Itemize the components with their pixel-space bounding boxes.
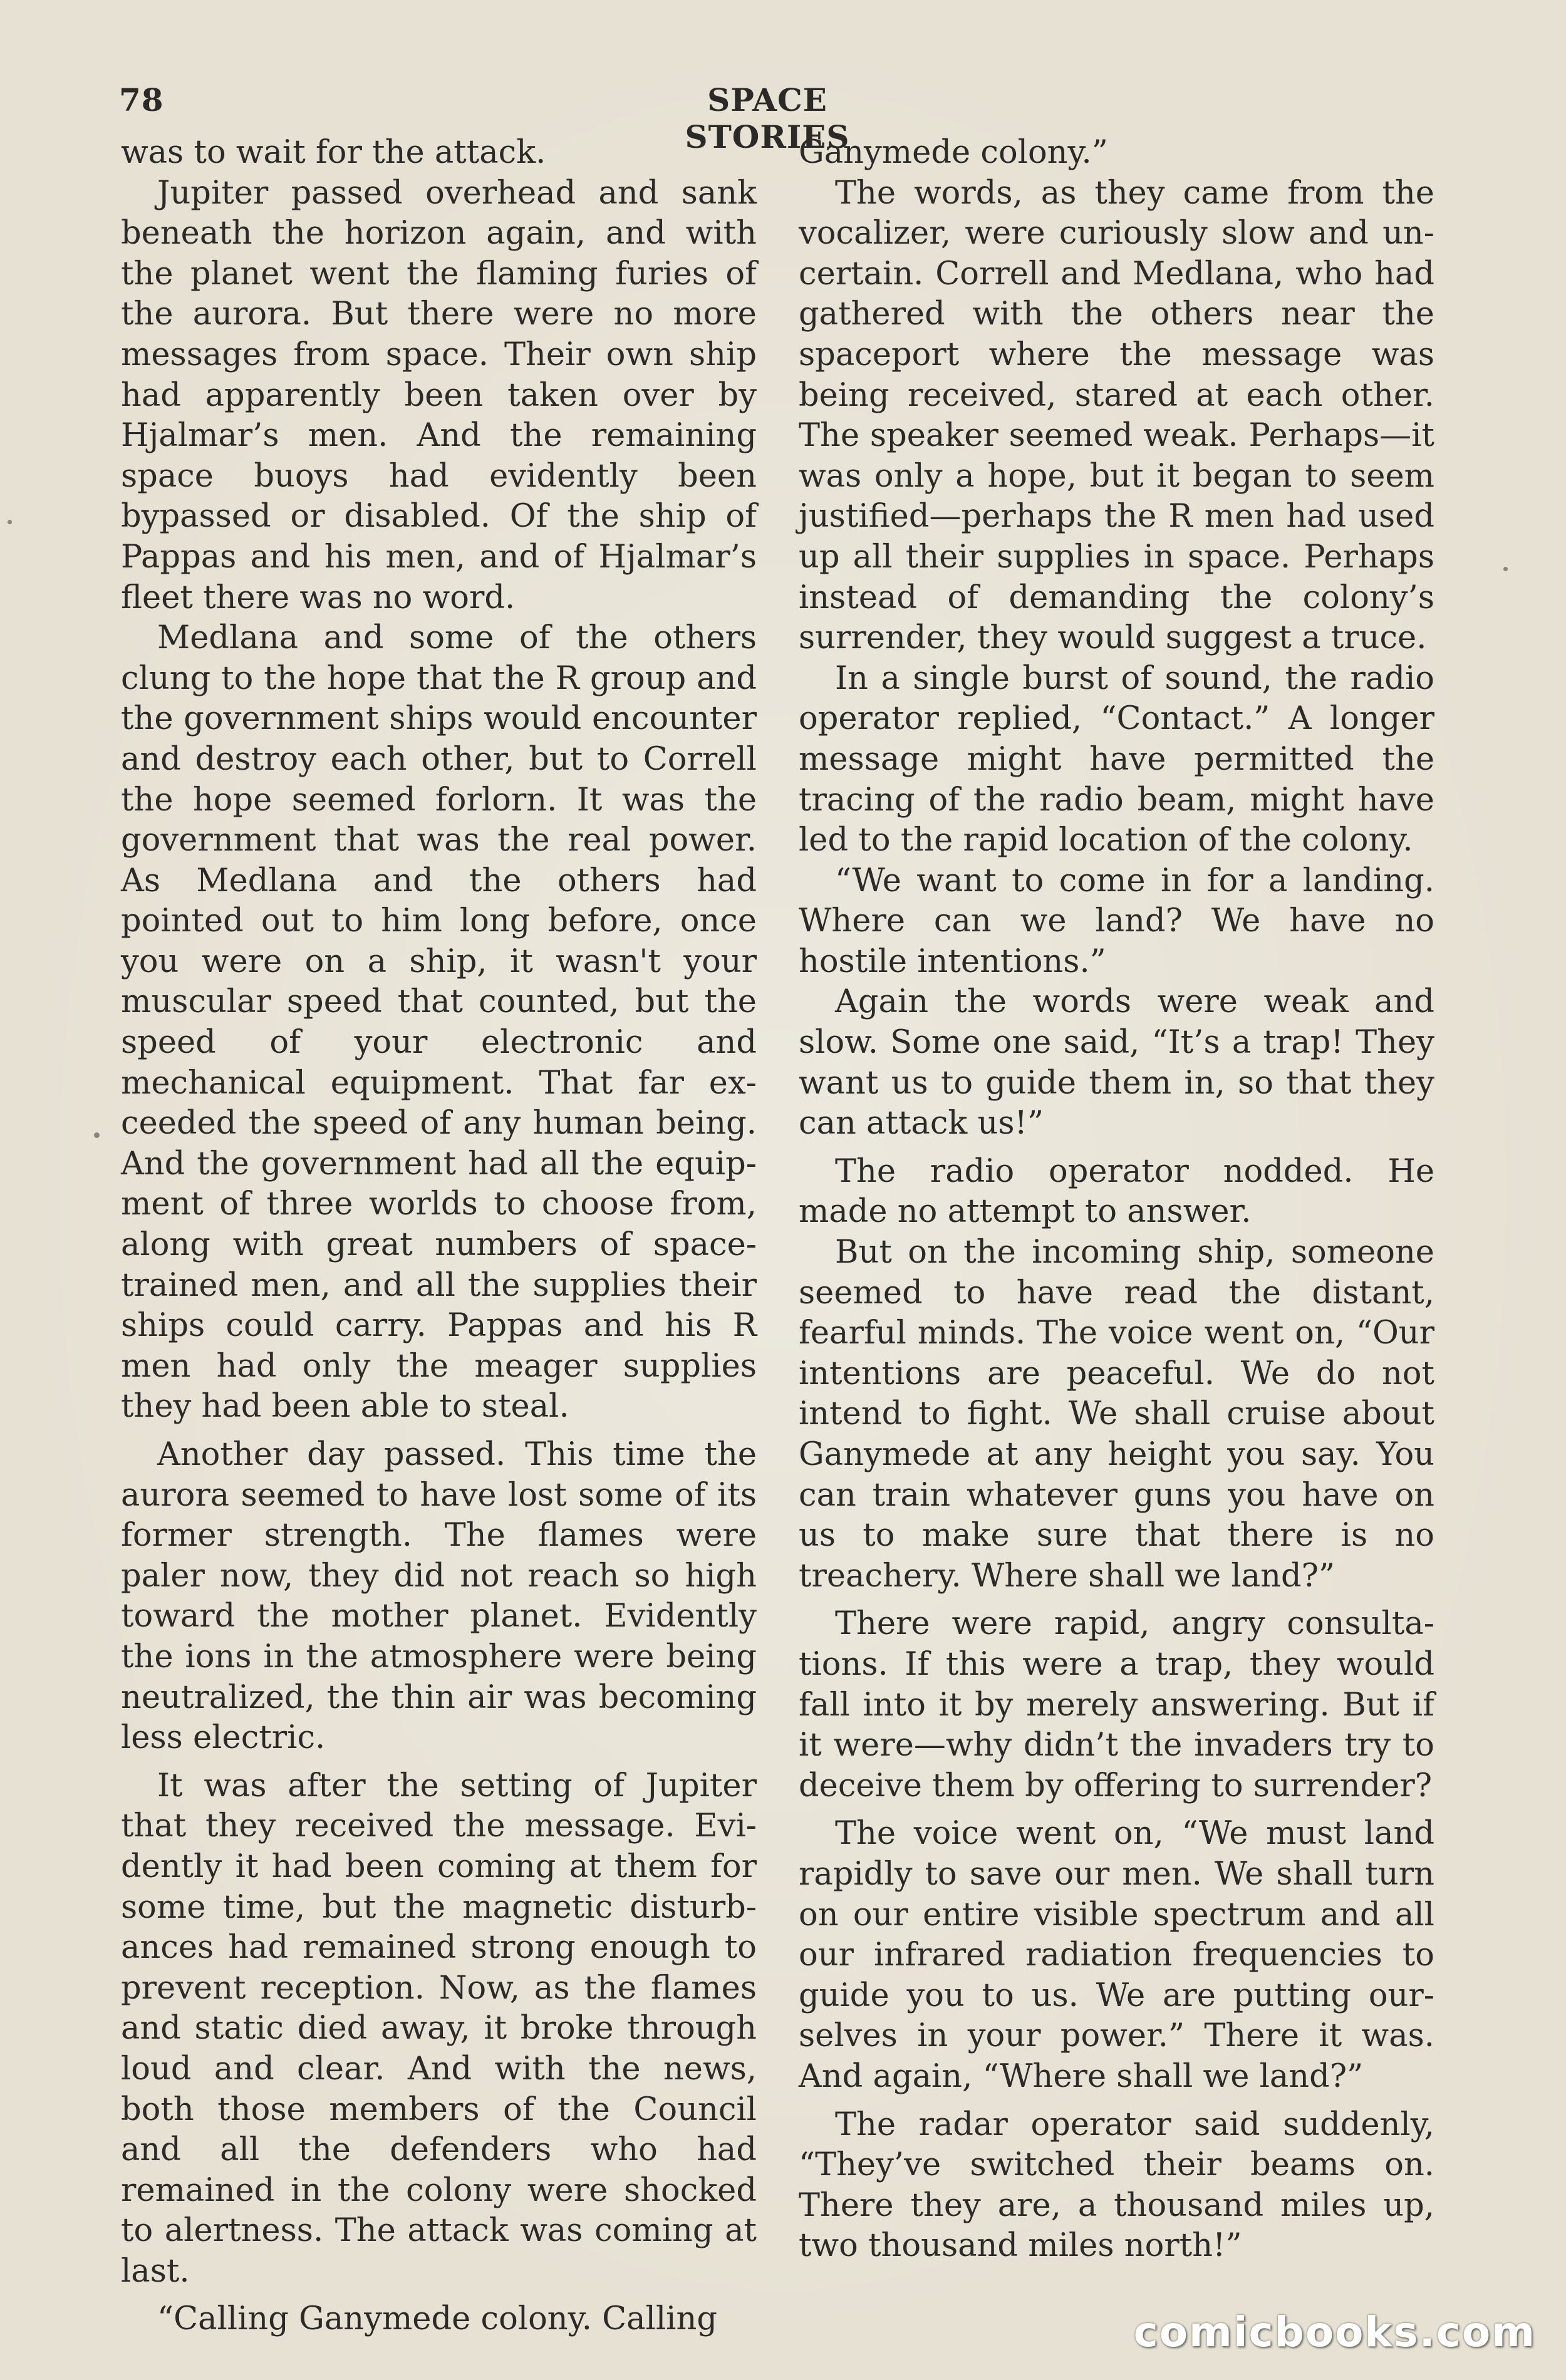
paragraph: “We want to come in for a landing. Where can we land? We have no hostile intentions.”: [799, 862, 1434, 980]
paragraph: Ganymede colony.”: [799, 134, 1108, 171]
paragraph: was to wait for the attack.: [121, 134, 546, 171]
page-number: 78: [119, 81, 164, 118]
right-text-column: [799, 133, 1434, 2267]
running-title: SPACE STORIES: [685, 81, 850, 155]
left-text-column: [121, 133, 757, 2340]
paragraph: The voice went on, “We must land rapidly to save our men. We shall turn on our entire visible spectrum and all our infrared radiation frequencies to guide you to us. We are putting ourselves in your power.” There it was. And again, “Where shall we land?”: [799, 1815, 1434, 2095]
paragraph: Medlana and some of the others clung to the hope that the R group and the government ships would encounter and destroy each other, but to Correll the hope seemed forlorn. It was the government that was the real power. As Medlana and the others had pointed out to him long before, once you were on a ship, it wasn't your muscular speed that counted, but the speed of your electronic and mechanical equipment. That far exceeded the speed of any human being. And the government had all the equipment of three worlds to choose from, along with great numbers of space-trained men, and all the supplies their ships could carry. Pappas and his R men had only the meager supplies they had been able to steal.: [121, 619, 757, 1425]
paragraph: But on the incoming ship, someone seemed to have read the distant, fearful minds. The voice went on, “Our intentions are peaceful. We do not intend to fight. We shall cruise about Ganymede at any height you say. You can train whatever guns you have on us to make sure that there is no treachery. Where shall we land?”: [799, 1234, 1434, 1595]
paragraph: It was after the setting of Jupiter that they received the message. Evidently it had been coming at them for some time, but the magnetic disturbances had remained strong enough to prevent reception. Now, as the flames and static died away, it broke through loud and clear. And with the news, both those members of the Council and all the defenders who had remained in the colony were shocked to alertness. The attack was coming at last.: [121, 1767, 757, 2290]
print-speck: [8, 520, 12, 524]
paragraph: Another day passed. This time the aurora seemed to have lost some of its former strength. The flames were paler now, they did not reach so high toward the mother planet. Evidently the ions in the atmosphere were being neutralized, the thin air was becoming less electric.: [121, 1436, 757, 1757]
print-speck: [1503, 567, 1508, 571]
watermark-logo: comicbooks.com: [1133, 2308, 1536, 2356]
paragraph: In a single burst of sound, the radio operator replied, “Contact.” A longer message might have permitted the tracing of the radio beam, might have led to the rapid location of the colony.: [799, 660, 1434, 859]
paragraph: Again the words were weak and slow. Some one said, “It’s a trap! They want us to guide them in, so that they can attack us!”: [799, 983, 1434, 1142]
paragraph: The words, as they came from the vocalizer, were curiously slow and uncertain. Correll and Medlana, who had gathered with the others near the spaceport where the message was being received, stared at each other. The speaker seemed weak. Perhaps—it was only a hope, but it began to seem justified—perhaps the R men had used up all their supplies in space. Perhaps instead of demanding the colony’s surrender, they would suggest a truce.: [799, 174, 1434, 657]
paragraph: “Calling Ganymede colony. Calling: [157, 2300, 717, 2338]
paragraph: There were rapid, angry consultations. If this were a trap, they would fall into it by merely answering. But if it were—why didn’t the invaders try to deceive them by offering to surrender?: [799, 1605, 1434, 1804]
print-speck: [94, 1132, 100, 1138]
paragraph: The radar operator said suddenly, “They’ve switched their beams on. There they are, a thousand miles up, two thousand miles north!”: [799, 2106, 1434, 2265]
paragraph: The radio operator nodded. He made no attempt to answer.: [799, 1152, 1434, 1231]
paragraph: Jupiter passed overhead and sank beneath the horizon again, and with the planet went the flaming furies of the aurora. But there were no more messages from space. Their own ship had apparently been taken over by Hjalmar’s men. And the remaining space buoys had evidently been bypassed or disabled. Of the ship of Pappas and his men, and of Hjalmar’s fleet there was no word.: [121, 174, 757, 616]
